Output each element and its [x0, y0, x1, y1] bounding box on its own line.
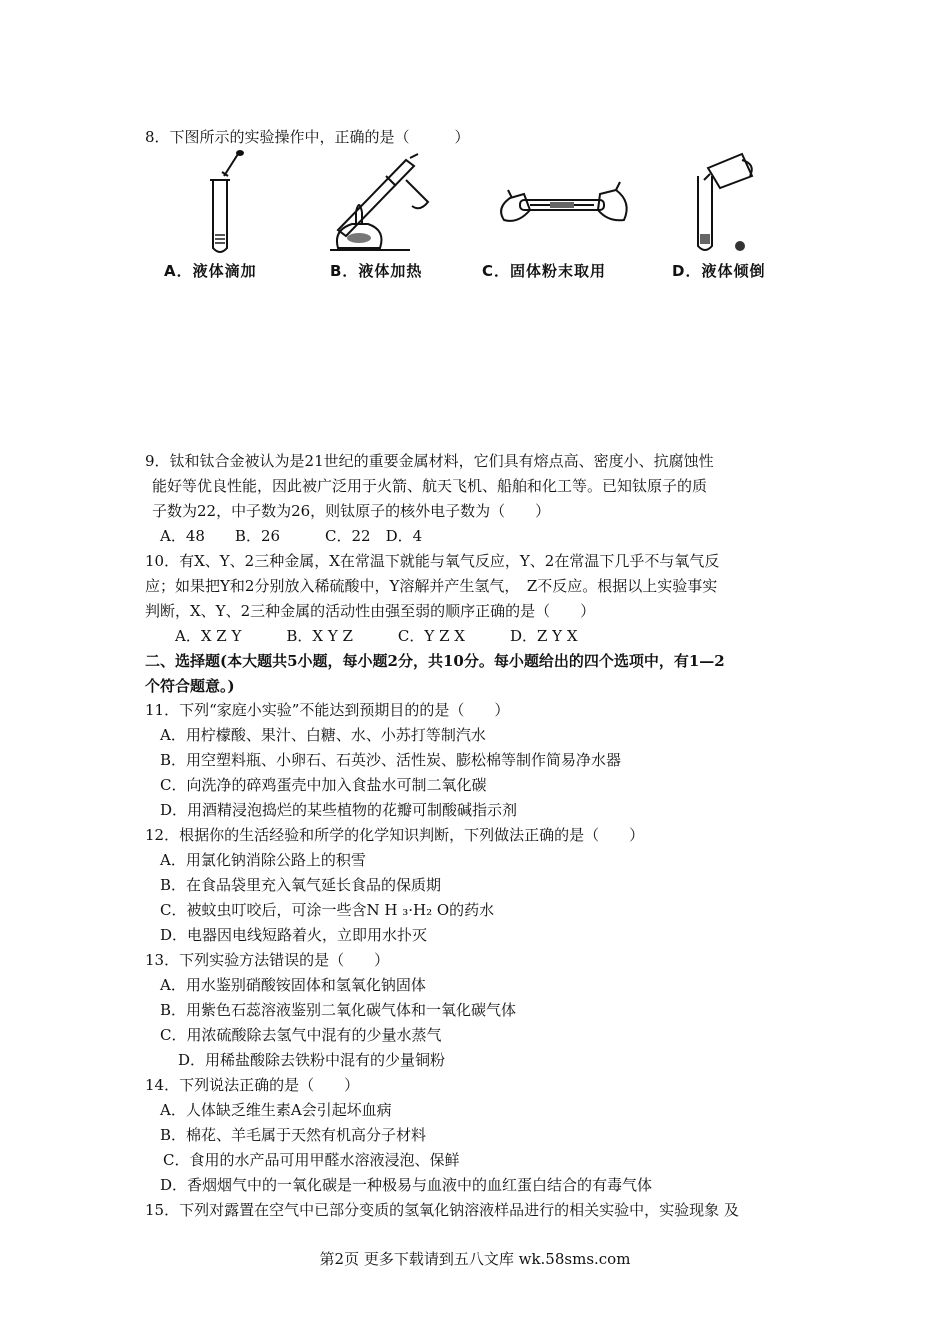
q11-option-b: B．用空塑料瓶、小卵石、石英沙、活性炭、膨松棉等制作简易净水器	[160, 751, 622, 769]
q9-line-1: 9．钛和钛合金被认为是21世纪的重要金属材料，它们具有熔点高、密度小、抗腐蚀性	[145, 452, 714, 470]
q12-option-b: B．在食品袋里充入氧气延长食品的保质期	[160, 876, 442, 894]
q8-stem: 8．下图所示的实验操作中，正确的是（ ）	[145, 128, 470, 146]
q11-option-c: C．向洗净的碎鸡蛋壳中加入食盐水可制二氧化碳	[160, 776, 487, 794]
q14-stem: 14．下列说法正确的是（ ）	[145, 1076, 360, 1094]
q10-line-3: 判断，X、Y、2三种金属的活动性由强至弱的顺序正确的是（ ）	[145, 602, 596, 620]
figure-c	[482, 150, 650, 290]
q12-option-c: C．被蚊虫叮咬后，可涂一些含N H ₃·H₂ O的药水	[160, 901, 495, 919]
q10-line-2: 应；如果把Y和2分别放入稀硫酸中，Y溶解并产生氢气， Z不反应。根据以上实验事实	[145, 577, 718, 595]
q10-options: A．X Z Y B．X Y Z C．Y Z X D．Z Y X	[175, 627, 578, 645]
q9-line-3: 子数为22，中子数为26，则钛原子的核外电子数为（ ）	[152, 502, 551, 520]
q13-option-a: A．用水鉴别硝酸铵固体和氢氧化钠固体	[160, 976, 426, 994]
q14-option-c: C．食用的水产品可用甲醛水溶液浸泡、保鲜	[163, 1151, 460, 1169]
page-footer: 第2页 更多下载请到五八文库 wk.58sms.com	[319, 1250, 631, 1268]
q15-stem: 15．下列对露置在空气中已部分变质的氢氧化钠溶液样品进行的相关实验中，实验现象 及	[145, 1201, 739, 1219]
figure-b	[318, 150, 478, 290]
q12-option-d: D．电器因电线短路着火，立即用水扑灭	[160, 926, 428, 944]
q11-stem: 11．下列“家庭小实验”不能达到预期目的的是（ ）	[145, 701, 510, 719]
q9-options: A．48 B．26 C．22 D．4	[160, 527, 423, 545]
q14-option-b: B．棉花、羊毛属于天然有机高分子材料	[160, 1126, 427, 1144]
figure-c-label: C．固体粉末取用	[482, 262, 607, 280]
dropper-test-tube-icon	[150, 150, 310, 260]
q13-stem: 13．下列实验方法错误的是（ ）	[145, 951, 390, 969]
q10-line-1: 10．有X、Y、2三种金属，X在常温下就能与氧气反应，Y、2在常温下几乎不与氧气反	[145, 552, 720, 570]
figure-b-label: B．液体加热	[330, 262, 423, 280]
alcohol-lamp-heating-icon	[318, 150, 478, 260]
figure-d-label: D．液体倾倒	[672, 262, 766, 280]
q13-option-c: C．用浓硫酸除去氢气中混有的少量水蒸气	[160, 1026, 442, 1044]
q14-option-a: A．人体缺乏维生素A会引起坏血病	[160, 1101, 392, 1119]
section-2-heading-line-1: 二、选择题(本大题共5小题，每小题2分，共10分。每小题给出的四个选项中，有1—2	[145, 652, 725, 670]
q13-option-d: D．用稀盐酸除去铁粉中混有的少量铜粉	[178, 1051, 446, 1069]
q13-option-b: B．用紫色石蕊溶液鉴别二氧化碳气体和一氧化碳气体	[160, 1001, 517, 1019]
q11-option-d: D．用酒精浸泡捣烂的某些植物的花瓣可制酸碱指示剂	[160, 801, 518, 819]
pouring-liquid-icon	[670, 150, 830, 260]
section-2-heading-line-2: 个符合题意。)	[145, 677, 235, 695]
q12-option-a: A．用氯化钠消除公路上的积雪	[160, 851, 366, 869]
figure-a-label: A．液体滴加	[164, 262, 257, 280]
q8-figures	[150, 150, 810, 290]
q14-option-d: D．香烟烟气中的一氧化碳是一种极易与血液中的血红蛋白结合的有毒气体	[160, 1176, 653, 1194]
q9-line-2: 能好等优良性能，因此被广泛用于火箭、航天飞机、船舶和化工等。已知钛原子的质	[152, 477, 708, 495]
powder-trough-icon	[490, 150, 650, 260]
figure-a	[150, 150, 310, 290]
q11-option-a: A．用柠檬酸、果汁、白糖、水、小苏打等制汽水	[160, 726, 486, 744]
figure-d	[670, 150, 830, 290]
q12-stem: 12．根据你的生活经验和所学的化学知识判断，下列做法正确的是（ ）	[145, 826, 645, 844]
